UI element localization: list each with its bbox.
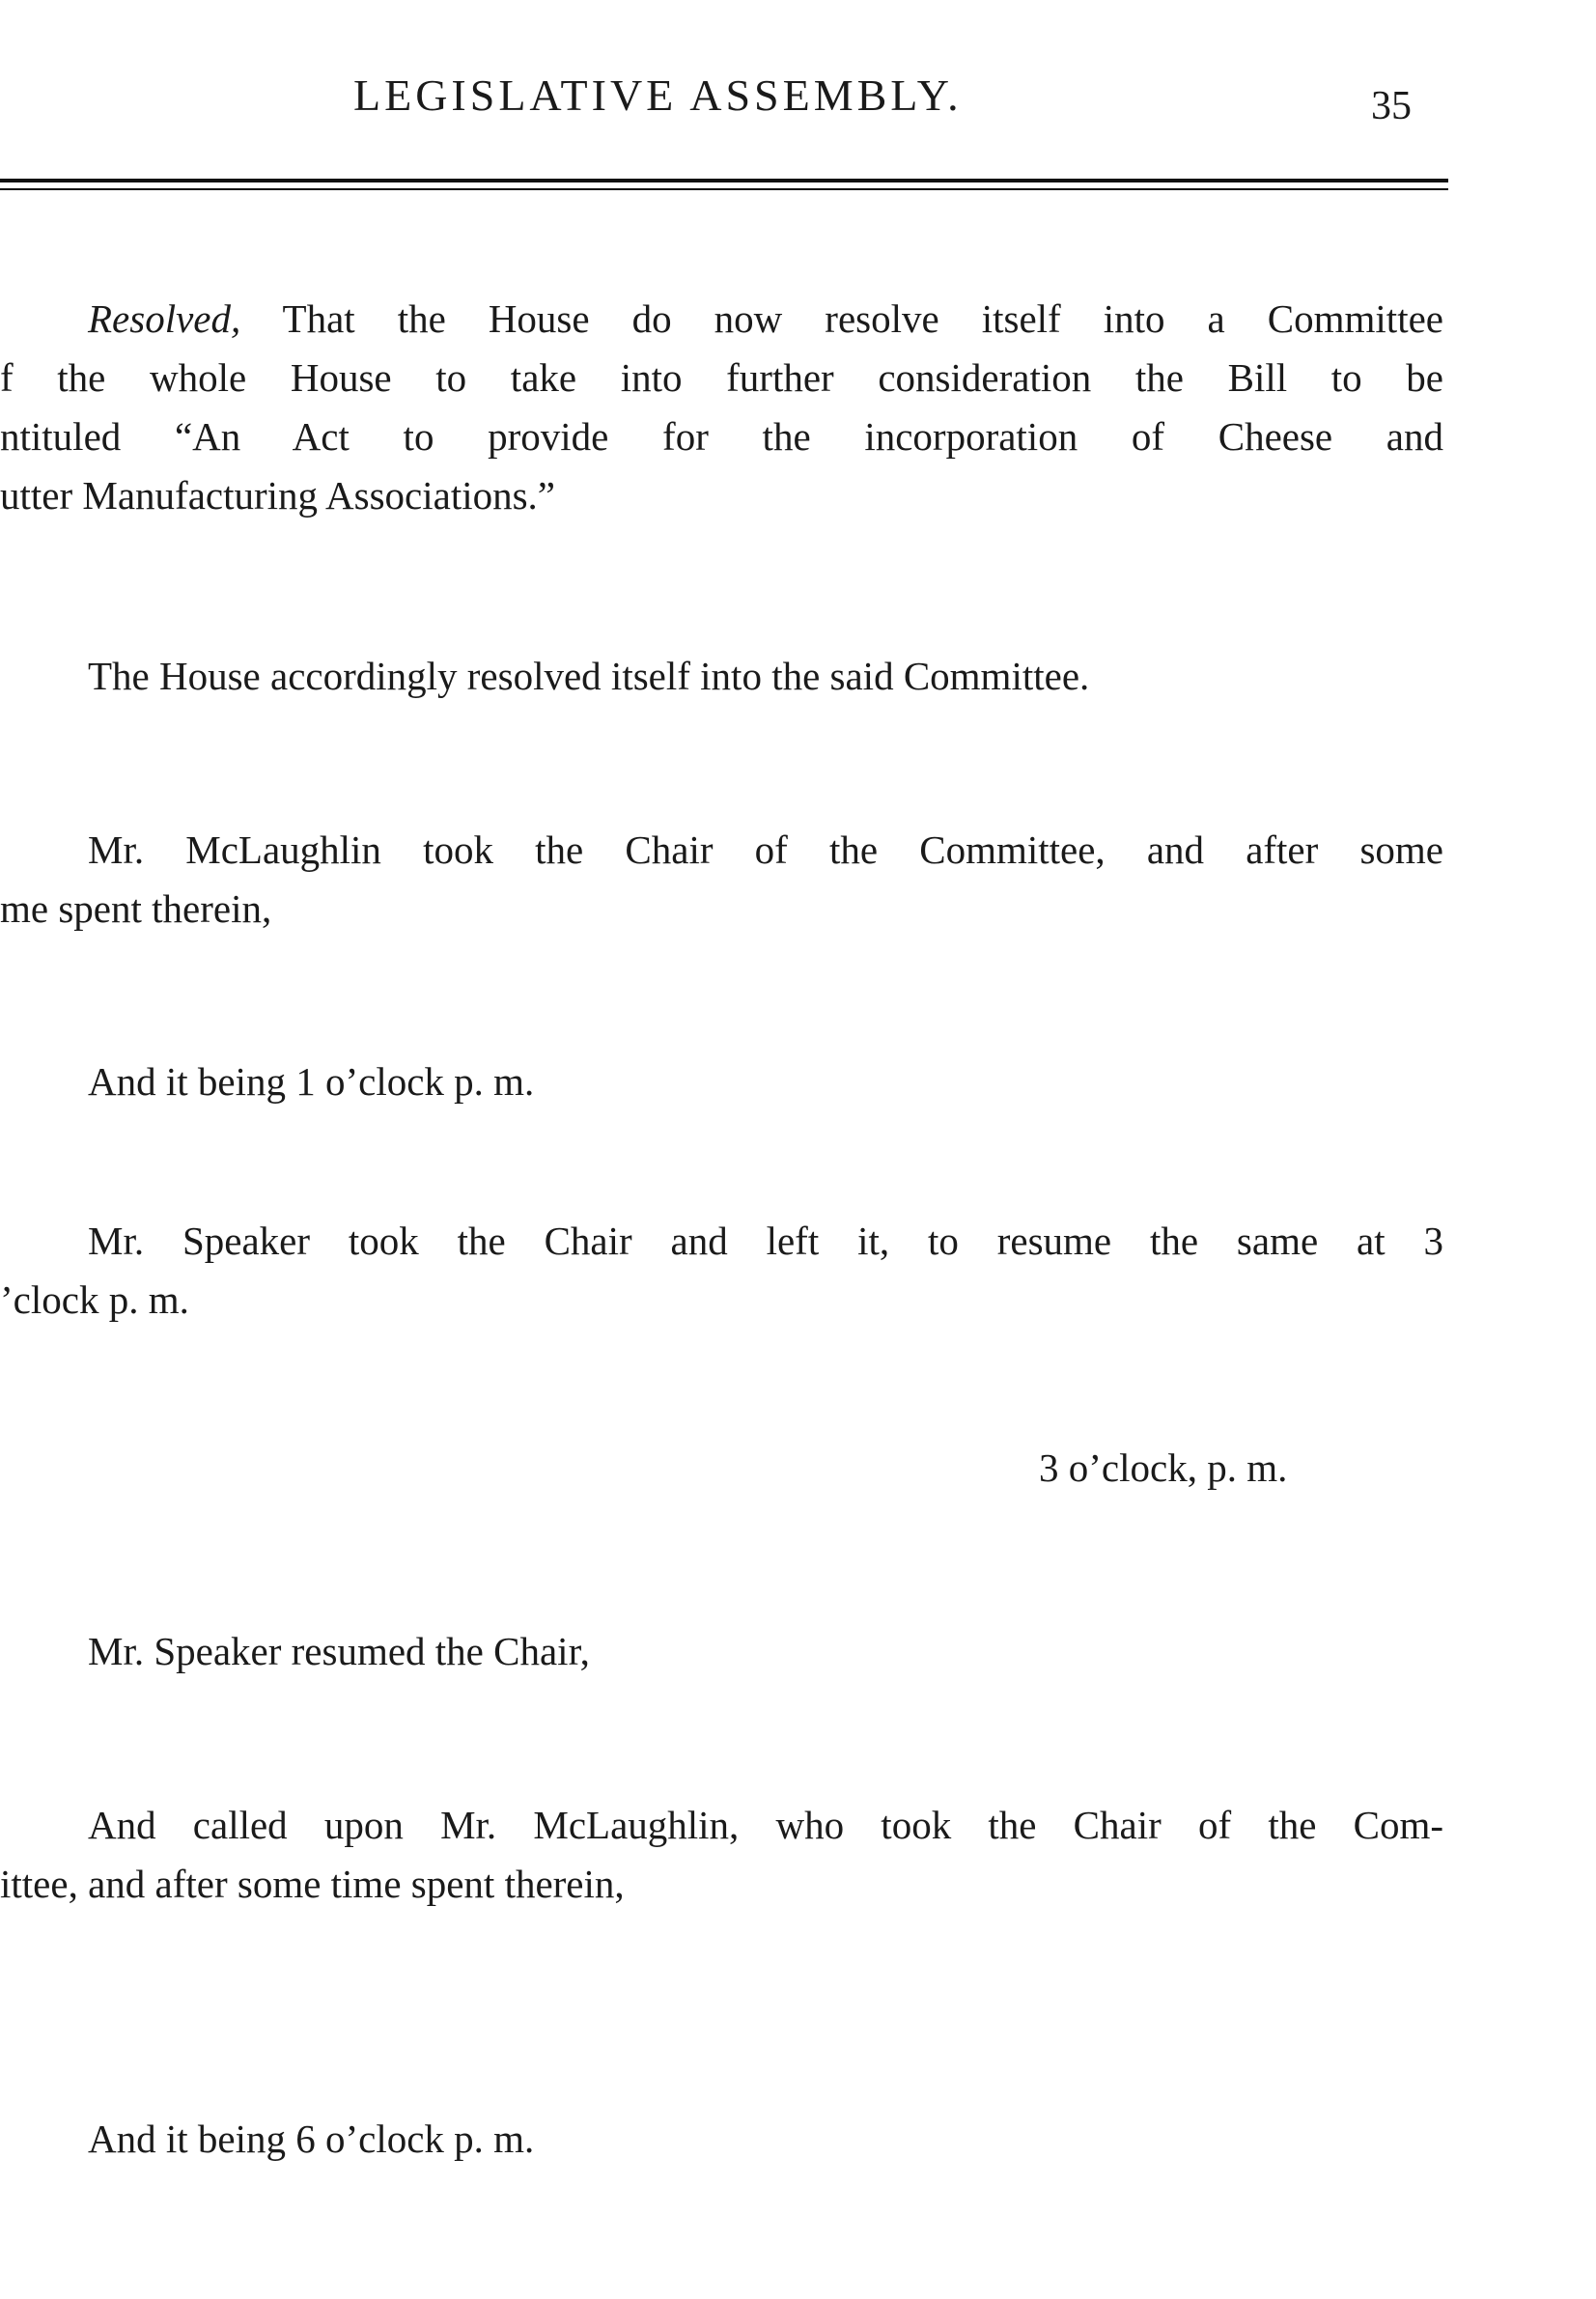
paragraph-one-oclock	[0, 1052, 1443, 1111]
paragraph-speaker-left-chair	[0, 1212, 1443, 1330]
paragraph-line: me spent therein,	[0, 886, 272, 931]
paragraph-line: ntituled “An Act to provide for the incorporation of Cheese and	[0, 414, 1443, 459]
paragraph-line: Mr. McLaughlin took the Chair of the Committee, and after some	[88, 827, 1443, 872]
paragraph-line: utter Manufacturing Associations.”	[0, 473, 556, 518]
running-head	[0, 70, 1596, 127]
paragraph-line: ittee, and after some time spent therein,	[0, 1862, 625, 1906]
paragraph-line: ’clock p. m.	[0, 1277, 189, 1322]
time-marker-three-oclock	[1039, 1439, 1287, 1498]
paragraph-line: And it being 6 o’clock p. m.	[88, 2117, 535, 2161]
paragraph-line: The House accordingly resolved itself into the said Committee.	[88, 654, 1090, 698]
paragraph-house-resolved	[0, 647, 1443, 706]
paragraph-resolution	[0, 290, 1443, 525]
paragraph-line: 3 o’clock, p. m.	[1039, 1445, 1288, 1490]
resolved-lead: Resolved,	[88, 296, 241, 341]
paragraph-text: That the House do now resolve itself into a Committee	[282, 296, 1443, 341]
paragraph-called-upon	[0, 1796, 1443, 1914]
paragraph-line	[0, 290, 1443, 349]
paragraph-line: Mr. Speaker resumed the Chair,	[88, 1629, 590, 1673]
paragraph-line: And called upon Mr. McLaughlin, who took the Chair of the Com-	[88, 1803, 1443, 1847]
paragraph-mclaughlin-chair	[0, 821, 1443, 939]
paragraph-line: Mr. Speaker took the Chair and left it, to resume the same at 3	[88, 1219, 1443, 1263]
paragraph-line: f the whole House to take into further consideration the Bill to be	[0, 355, 1443, 400]
paragraph-line: And it being 1 o’clock p. m.	[88, 1059, 535, 1104]
running-title: LEGISLATIVE ASSEMBLY.	[353, 70, 963, 120]
page-number: 35	[1371, 84, 1412, 128]
paragraph-six-oclock	[0, 2110, 1443, 2169]
header-rule-thick	[0, 179, 1448, 182]
paragraph-speaker-resumed	[0, 1622, 1443, 1681]
header-rule-thin	[0, 188, 1448, 190]
